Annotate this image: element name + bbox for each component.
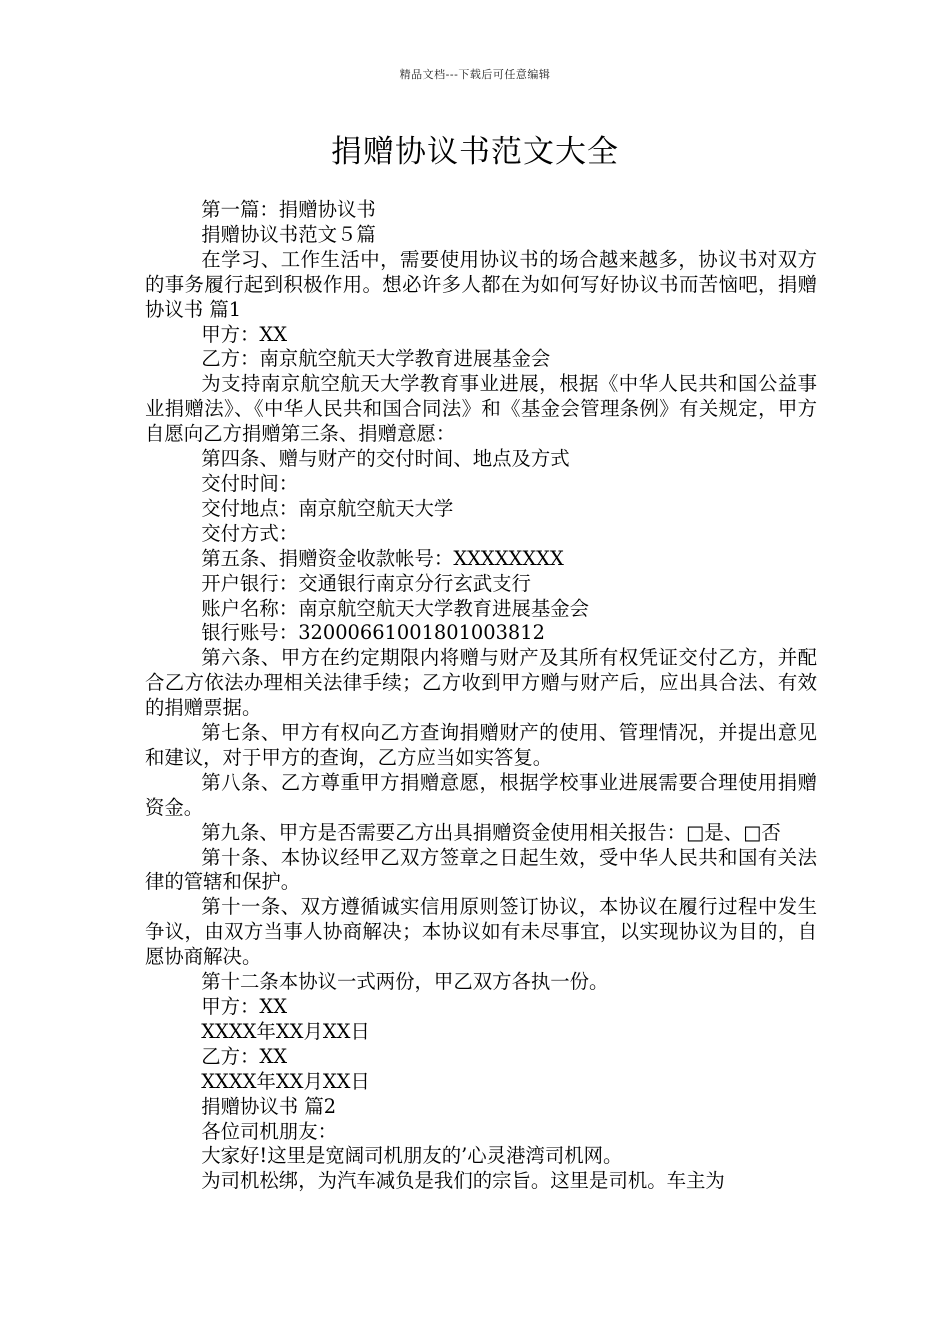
paragraph: 为支持南京航空航天大学教育事业进展，根据《中华人民共和国公益事业捐赠法》、《中华人民共和国合同法》和《基金会管理条例》有关规定，甲方自愿向乙方捐赠第三条、捐赠意愿：: [145, 372, 817, 446]
paragraph: 交付时间：: [201, 471, 299, 495]
header-note: 精品文档---下载后可任意编辑: [399, 68, 551, 81]
paragraph: 账户名称：南京航空航天大学教育进展基金会: [201, 596, 590, 620]
paragraph: 交付地点：南京航空航天大学: [201, 496, 454, 520]
paragraph: 银行账号：320006610018010038​12: [201, 621, 545, 645]
paragraph: 甲方：XX: [201, 995, 288, 1018]
paragraph: XXXX年XX月XX日: [201, 1019, 370, 1043]
paragraph: 第十一条、双方遵循诚实信用原则签订协议，本协议在履行过程中发生争议，由双方当事人协商解决；本协议如有未尽事宜，以实现协议为目的，自愿协商解决。: [145, 895, 817, 969]
paragraph: 第十条、本协议经甲乙双方签章之日起生效，受中华人民共和国有关法律的管辖和保护。: [145, 845, 817, 894]
paragraph: 为司机松绑，为汽车减负是我们的宗旨。这里是司机。车主为: [201, 1169, 725, 1193]
paragraph: 第十二条本协议一式两份，甲乙双方各执一份。: [201, 970, 609, 994]
paragraph: 开户银行：交通银行南京分行玄武支行: [201, 571, 531, 595]
paragraph: 大家好!这里是宽阔司机朋友的’心灵港湾司机网。: [201, 1144, 623, 1168]
paragraph: 第四条、赠与财产的交付时间、地点及方式: [201, 447, 570, 471]
paragraph: 第一篇：捐赠协议书: [201, 198, 376, 221]
paragraph: 第八条、乙方尊重甲方捐赠意愿，根据学校事业进展需要合理使用捐赠资金。: [145, 770, 817, 819]
paragraph: 第七条、甲方有权向乙方查询捐赠财产的使用、管理情况，并提出意见和建议，对于甲方的查询，乙方应当如实答复。: [145, 721, 817, 769]
paragraph: 捐赠协议书 篇2: [201, 1094, 337, 1118]
paragraph: 第五条、捐赠资金收款帐号：XXXXXXXX: [201, 546, 564, 570]
paragraph: 在学习、工作生活中，需要使用协议书的场合越来越多，协议书对双方的事务履行起到积极作用。想必许多人都在为如何写好协议书而苦恼吧，捐赠协议书 篇1: [145, 247, 817, 321]
page-title: 捐赠协议书范文大全: [331, 134, 619, 170]
paragraph: XXXX年XX月XX日: [201, 1069, 370, 1093]
paragraph: 捐赠协议书范文５篇: [201, 222, 376, 246]
paragraph: 交付方式：: [201, 521, 299, 545]
paragraph: 第六条、甲方在约定期限内将赠与财产及其所有权凭证交付乙方，并配合乙方依法办理相关法律手续；乙方收到甲方赠与财产后，应出具合法、有效的捐赠票据。: [145, 646, 817, 720]
paragraph: 甲方：XX: [201, 322, 288, 346]
paragraph: 第九条、甲方是否需要乙方出具捐赠资金使用相关报告：□是、□否: [201, 820, 781, 844]
paragraph: 各位司机朋友：: [201, 1119, 337, 1143]
paragraph: 乙方：XX: [201, 1044, 288, 1068]
document-body: [145, 198, 817, 1194]
paragraph: 乙方：南京航空航天大学教育进展基金会: [201, 347, 551, 371]
